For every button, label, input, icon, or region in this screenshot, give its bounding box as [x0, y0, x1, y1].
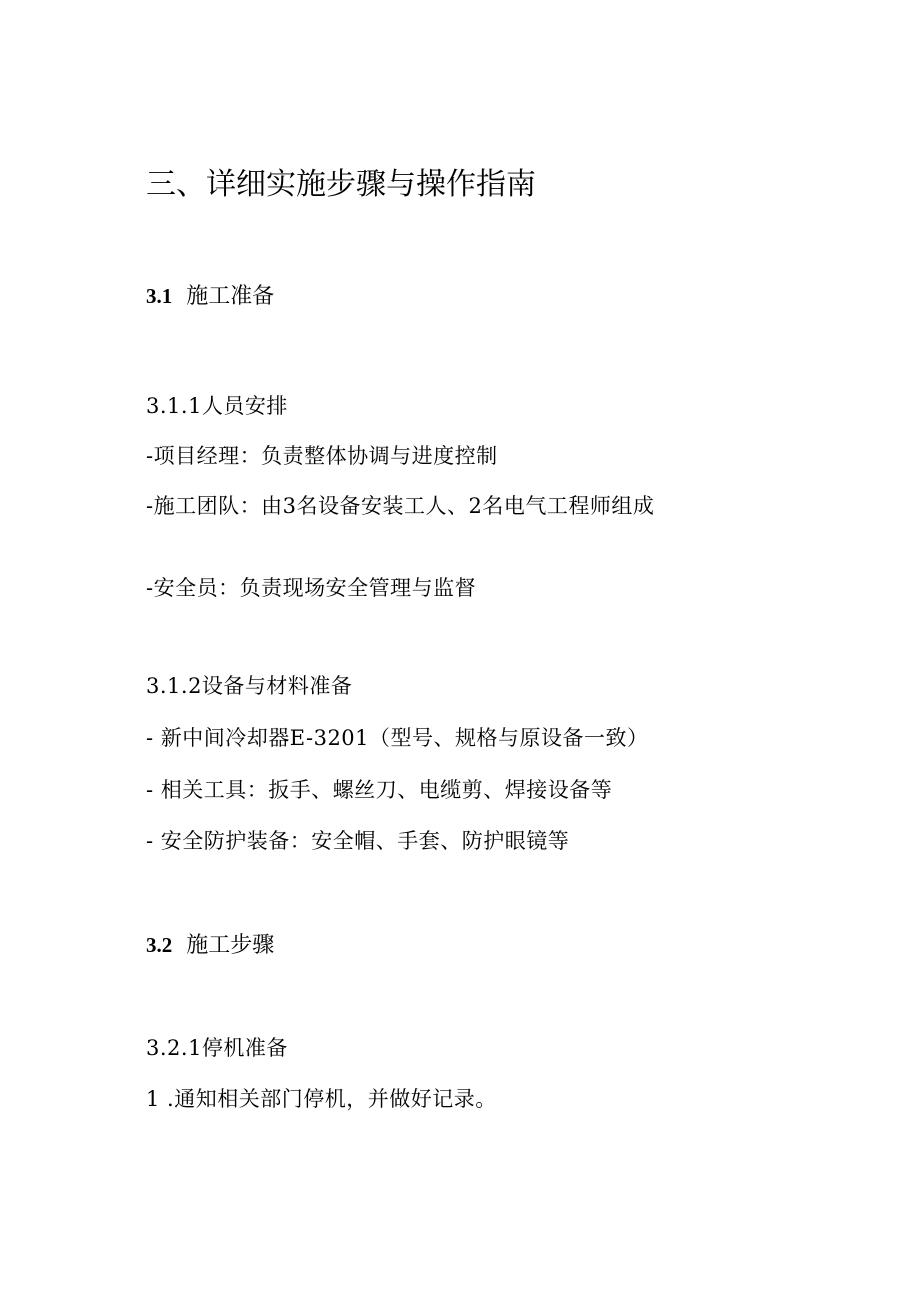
section-heading-3-1 [146, 286, 274, 308]
list-item: 1 .通知相关部门停机，并做好记录。 [146, 1087, 497, 1111]
section-title: 施工准备 [186, 284, 275, 309]
section-number: 3.2 [146, 933, 173, 957]
list-item: - 安全防护装备：安全帽、手套、防护眼镜等 [146, 829, 570, 853]
section-number: 3.1 [146, 284, 173, 308]
subsection-heading-3-1-2: 3.1.2设备与材料准备 [146, 674, 353, 698]
subsection-heading-3-2-1: 3.2.1停机准备 [146, 1036, 288, 1060]
chapter-title: 三、详细实施步骤与操作指南 [146, 167, 536, 202]
list-item: - 相关工具：扳手、螺丝刀、电缆剪、焊接设备等 [146, 778, 613, 802]
subsection-heading-3-1-1: 3.1.1人员安排 [146, 394, 288, 418]
list-item: -安全员：负责现场安全管理与监督 [146, 576, 477, 600]
list-item: -项目经理：负责整体协调与进度控制 [146, 444, 498, 468]
section-title: 施工步骤 [186, 933, 275, 958]
list-item: - 新中间冷却器E-3201（型号、规格与原设备一致） [146, 726, 649, 750]
list-item: -施工团队：由3名设备安装工人、2名电气工程师组成 [146, 494, 655, 518]
section-heading-3-2 [146, 935, 274, 957]
